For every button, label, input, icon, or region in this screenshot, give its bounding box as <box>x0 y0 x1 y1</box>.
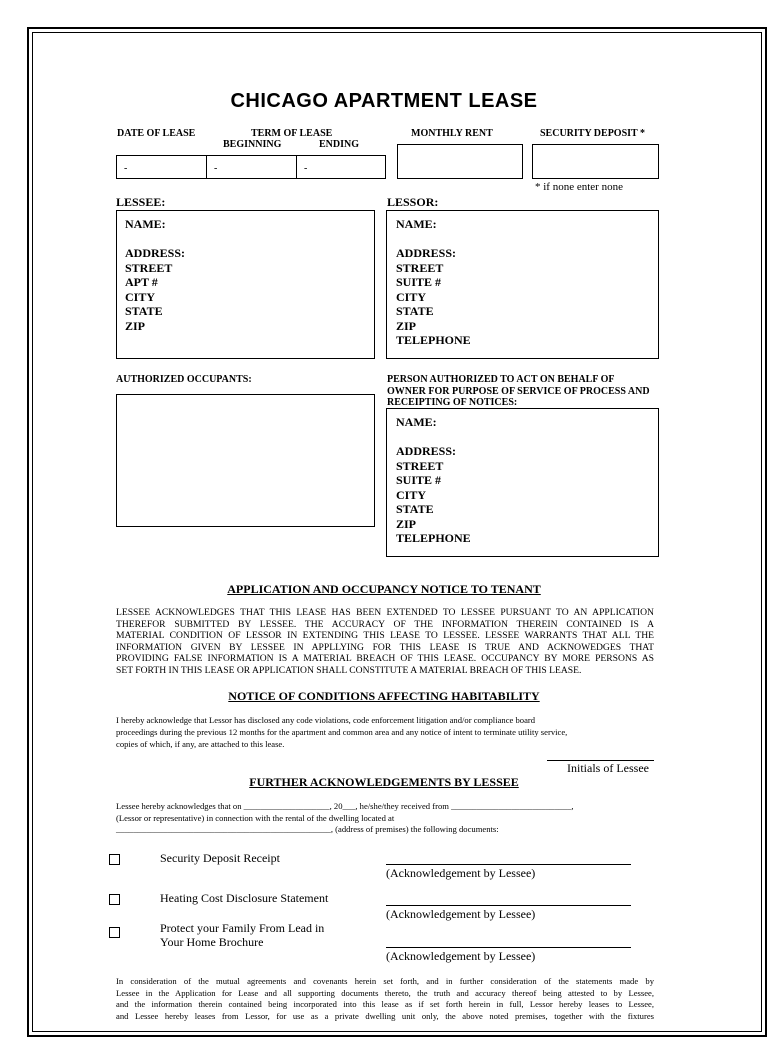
security-deposit-field[interactable] <box>532 144 659 179</box>
agent-state-label: STATE <box>396 502 434 516</box>
lead-brochure-checkbox[interactable] <box>109 927 120 938</box>
monthly-rent-label: MONTHLY RENT <box>411 128 493 139</box>
agent-city-label: CITY <box>396 487 427 502</box>
lessee-apt-label: APT # <box>125 275 158 289</box>
security-deposit-receipt-checkbox[interactable] <box>109 854 120 865</box>
acknowledgement-label: (Acknowledgement by Lessee) <box>386 949 536 963</box>
lessor-fields <box>396 217 471 348</box>
lessor-state-label: STATE <box>396 304 434 318</box>
habitability-text: I hereby acknowledge that Lessor has disclosed any code violations, code enforcement litigation and/or compliance board proceedings during the previous 12 months for the apartment and common area and any notice of intent to terminate utility service, copies of which, if any, are attached to this lease. <box>116 715 568 749</box>
ending-label: ENDING <box>319 139 360 150</box>
habitability-title: NOTICE OF CONDITIONS AFFECTING HABITABILITY <box>228 689 540 703</box>
beginning-label: BEGINNING <box>223 139 282 150</box>
lessor-name-label: NAME: <box>396 217 437 231</box>
acknowledgement-label: (Acknowledgement by Lessee) <box>386 866 536 880</box>
lessor-street-label: STREET <box>396 260 444 275</box>
lessee-street-label: STREET <box>125 260 173 275</box>
lessee-state-label: STATE <box>125 304 163 318</box>
further-acknowledgements-title: FURTHER ACKNOWLEDGEMENTS BY LESSEE <box>249 775 519 789</box>
security-deposit-receipt-label: Security Deposit Receipt <box>160 851 280 865</box>
application-notice-title: APPLICATION AND OCCUPANCY NOTICE TO TENANT <box>227 582 541 596</box>
security-deposit-label: SECURITY DEPOSIT * <box>540 128 646 139</box>
application-notice-text: LESSEE ACKNOWLEDGES THAT THIS LEASE HAS BEEN EXTENDED TO LESSEE PURSUANT TO AN APPLICATION THEREFOR SUBMITTED BY LESSEE. THE ACCURACY OF THE INFORMATION THEREIN CONTAINED IS A MATERIAL CONDITION OF LESSOR IN EXTENDING THIS LEASE TO LESSEE. LESSEE WARRANTS THAT ALL THE INFORMATION GIVEN BY LESSEE IN APPLLYING FOR THIS LEASE IS TRUE AND ACKNOWEDGES THAT PROVIDING FALSE INFORMATION IS A MATERIAL BREACH OF THIS LEASE. OCCUPANCY BY MORE PERSONS AS SET FORTH IN THIS LEASE OR APPLICATION SHALL CONSTITUTE A MATERIAL BREACH OF THIS LEASE. <box>116 607 654 676</box>
acknowledgement-label: (Acknowledgement by Lessee) <box>386 907 536 921</box>
heating-cost-disclosure-checkbox[interactable] <box>109 894 120 905</box>
lessee-zip-label: ZIP <box>125 318 146 333</box>
lessee-fields <box>125 217 185 333</box>
signature-line[interactable] <box>386 864 631 865</box>
heating-cost-disclosure-label: Heating Cost Disclosure Statement <box>160 891 329 905</box>
authorized-occupants-label: AUTHORIZED OCCUPANTS: <box>116 374 252 385</box>
date-of-lease-dash: - <box>124 163 128 174</box>
date-divider <box>206 155 207 179</box>
beginning-dash: - <box>214 163 218 174</box>
lessor-telephone-label: TELEPHONE <box>396 333 471 347</box>
lessor-suite-label: SUITE # <box>396 275 442 289</box>
further-acknowledgements-text: Lessee hereby acknowledges that on ____________________, 20___, he/she/they received from ____________________________, (Lessor or representative) in connection with the rental of the dwelling located at __________________________________________________, (address of premises) the following documents: <box>116 801 574 834</box>
authorized-occupants-box[interactable] <box>116 394 375 527</box>
agent-zip-label: ZIP <box>396 516 417 531</box>
signature-line[interactable] <box>386 905 631 906</box>
lease-dates-field[interactable] <box>116 155 386 179</box>
lessee-label: LESSEE: <box>116 195 166 209</box>
initials-of-lessee-label: Initials of Lessee <box>567 761 649 775</box>
lessee-name-label: NAME: <box>125 217 166 231</box>
agent-address-label: ADDRESS: <box>396 444 457 458</box>
lessor-zip-label: ZIP <box>396 318 417 333</box>
agent-suite-label: SUITE # <box>396 473 442 487</box>
agent-label: PERSON AUTHORIZED TO ACT ON BEHALF OF OWNER FOR PURPOSE OF SERVICE OF PROCESS AND RECEIPTING OF NOTICES: <box>387 374 650 408</box>
agent-street-label: STREET <box>396 458 444 473</box>
if-none-note: * if none enter none <box>535 181 623 193</box>
lessor-address-label: ADDRESS: <box>396 246 457 260</box>
agent-telephone-label: TELEPHONE <box>396 531 471 545</box>
agent-fields <box>396 415 471 546</box>
lead-brochure-label: Protect your Family From Lead in Your Home Brochure <box>160 921 325 949</box>
signature-line[interactable] <box>386 947 631 948</box>
lessor-city-label: CITY <box>396 289 427 304</box>
agent-name-label: NAME: <box>396 415 437 429</box>
page-title: CHICAGO APARTMENT LEASE <box>230 90 538 112</box>
ending-dash: - <box>304 163 308 174</box>
date-of-lease-label: DATE OF LEASE <box>117 128 196 139</box>
lessor-label: LESSOR: <box>387 195 439 209</box>
lessee-city-label: CITY <box>125 289 156 304</box>
consideration-text: In consideration of the mutual agreements and covenants herein set forth, and in further consideration of the statements made by Lessee in the Application for Lease and all supporting documents thereto, the truth and accuracy thereof being attested to by Lessee, and the information therein contained being incorporated into this lease as if set forth herein in full, Lessor hereby leases to Lessee, and Lessee hereby leases from Lessor, for use as a private dwelling unit only, the above noted premises, together with the fixtures <box>116 976 654 1021</box>
term-of-lease-label: TERM OF LEASE <box>251 128 333 139</box>
monthly-rent-field[interactable] <box>397 144 523 179</box>
lessee-address-label: ADDRESS: <box>125 246 186 260</box>
date-divider <box>296 155 297 179</box>
